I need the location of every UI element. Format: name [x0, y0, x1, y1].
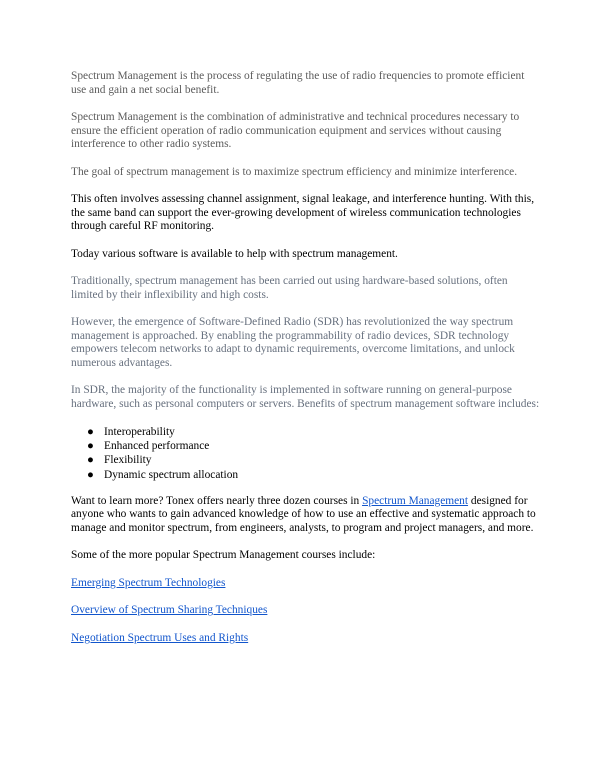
bullet-icon: ●: [87, 440, 94, 453]
paragraph-definition: Spectrum Management is the process of regulating the use of radio frequencies to promote efficient use and gain a net social benefit.: [71, 70, 525, 96]
paragraph-traditional: Traditionally, spectrum management has been carried out using hardware-based solutions, often limited by their inflexibility and high costs.: [71, 275, 508, 301]
paragraph-software-available: Today various software is available to help with spectrum management.: [71, 247, 398, 260]
list-item: [87, 453, 541, 467]
course-link-emerging-spectrum[interactable]: Emerging Spectrum Technologies: [71, 576, 226, 589]
course-link-row: [71, 632, 541, 646]
list-item: [87, 468, 541, 482]
list-item: [87, 439, 541, 453]
list-item-label: Dynamic spectrum allocation: [104, 468, 239, 481]
paragraph-sdr-emergence: However, the emergence of Software-Defined Radio (SDR) has revolutionized the way spectrum management is approached. By enabling the programmability of radio devices, SDR technology empowers telecom networks to adapt to dynamic requirements, overcome limitations, and unlock numerous advantages.: [71, 316, 515, 369]
course-link-row: [71, 577, 541, 591]
paragraph-assessing: This often involves assessing channel assignment, signal leakage, and interference hunting. With this, the same band can support the ever-growing development of wireless communication technologies through careful RF monitoring.: [71, 193, 535, 232]
list-item-label: Enhanced performance: [104, 440, 210, 453]
course-link-row: [71, 604, 541, 618]
paragraph-learn-more: [71, 495, 541, 536]
paragraph-popular-courses: Some of the more popular Spectrum Management courses include:: [71, 549, 376, 562]
course-link-spectrum-sharing[interactable]: Overview of Spectrum Sharing Techniques: [71, 604, 268, 617]
list-item-label: Flexibility: [104, 454, 152, 467]
paragraph-combination: Spectrum Management is the combination of administrative and technical procedures necessary to ensure the efficient operation of radio communication equipment and services without causing interference to other radio systems.: [71, 111, 520, 150]
list-item-label: Interoperability: [104, 426, 175, 438]
bullet-icon: ●: [87, 468, 94, 481]
paragraph-goal: The goal of spectrum management is to maximize spectrum efficiency and minimize interference.: [71, 165, 518, 178]
bullet-icon: ●: [87, 454, 94, 467]
list-item: [87, 425, 541, 439]
document-body: [71, 70, 541, 659]
learn-more-text-after: designed for anyone who wants to gain advanced knowledge of how to use an effective and systematic approach to manage and monitor spectrum, from engineers, analysts, to program and project managers, and more.: [71, 494, 536, 534]
benefits-list: [71, 425, 541, 482]
spectrum-management-link[interactable]: Spectrum Management: [362, 494, 469, 507]
paragraph-sdr-benefits: In SDR, the majority of the functionality is implemented in software running on general-purpose hardware, such as personal computers or servers. Benefits of spectrum management software includes:: [71, 384, 540, 410]
course-link-negotiation[interactable]: Negotiation Spectrum Uses and Rights: [71, 631, 249, 644]
learn-more-text-before: Want to learn more? Tonex offers nearly three dozen courses in: [71, 494, 363, 507]
bullet-icon: ●: [87, 426, 94, 438]
